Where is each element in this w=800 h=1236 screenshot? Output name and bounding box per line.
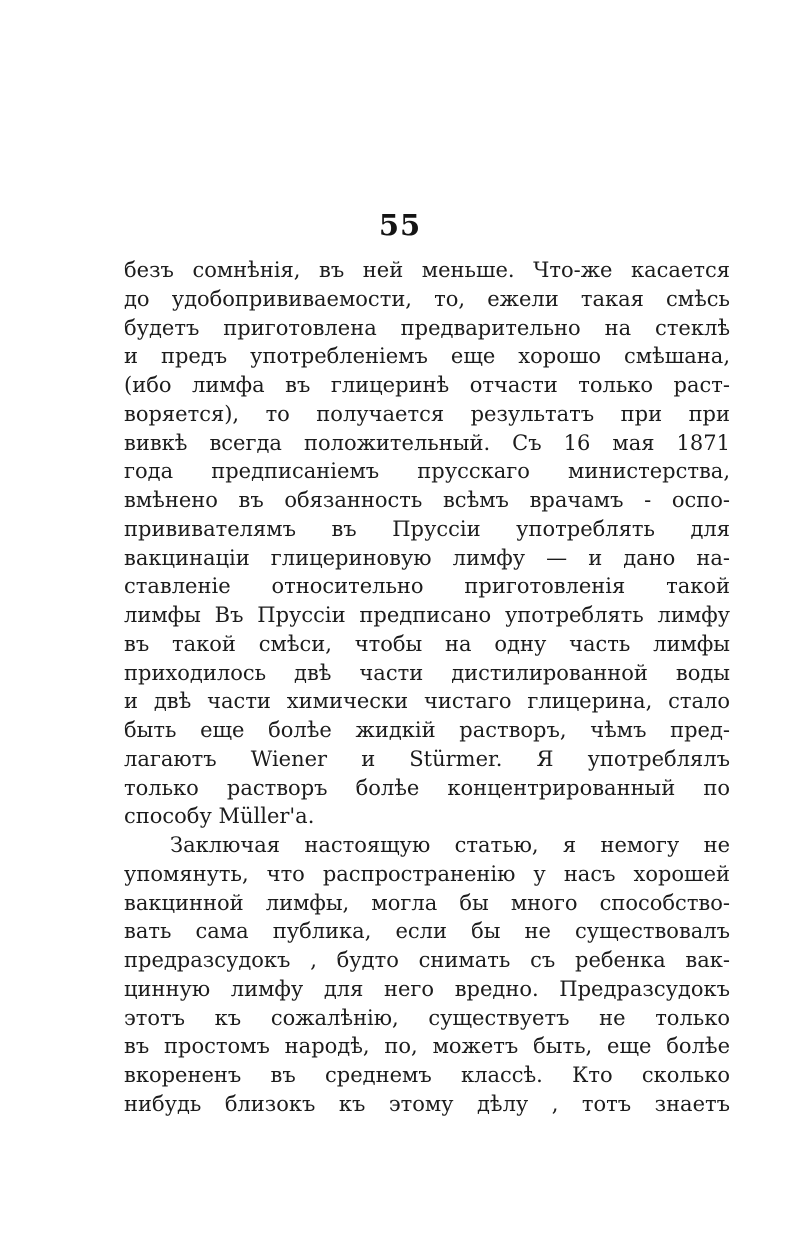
text-line: предразсудокъ , будто снимать съ ребенка вак- (124, 948, 730, 972)
text-line: ставленіе относительно приготовленія такой (124, 574, 730, 599)
text-line: лагаютъ Wiener и Stürmer. Я употреблялъ (124, 746, 730, 771)
text-line: вкорененъ въ среднемъ классѣ. Кто сколько (124, 1063, 730, 1087)
text-line: цинную лимфу для него вредно. Предразсудокъ (124, 976, 730, 1001)
text-line: (ибо лимфа въ глицеринѣ отчасти только раст- (124, 373, 730, 397)
body-text (124, 256, 730, 1119)
text-line: и предъ употребленіемъ еще хорошо смѣшана, (124, 344, 730, 369)
text-line: приходилось двѣ части дистилированной воды (124, 660, 730, 685)
text-line: нибудь близокъ къ этому дѣлу , тотъ знаетъ (124, 1091, 730, 1116)
text-line: и двѣ части химически чистаго глицерина, стало (124, 689, 730, 714)
text-line: вать сама публика, если бы не существовалъ (124, 919, 730, 944)
text-line: только растворъ болѣе концентрированный по (124, 775, 730, 800)
text-line: безъ сомнѣнія, въ ней меньше. Что-же касается (124, 258, 730, 282)
text-line: вивкѣ всегда положительный. Съ 16 мая 1871 (124, 430, 730, 455)
text-line: этотъ къ сожалѣнію, существуетъ не только (124, 1005, 730, 1030)
text-line: будетъ приготовлена предварительно на стеклѣ (124, 315, 730, 340)
text-line: въ такой смѣси, чтобы на одну часть лимфы (124, 631, 730, 656)
text-line: года предписаніемъ прусскаго министерства, (124, 459, 730, 484)
text-line: вакцинной лимфы, могла бы много способство- (124, 890, 730, 915)
text-line: вакцинаціи глицериновую лимфу — и дано на- (124, 545, 730, 570)
text-line: быть еще болѣе жидкій растворъ, чѣмъ пред- (124, 718, 730, 742)
text-line: воряется), то получается результатъ при при (124, 401, 730, 426)
text-line: упомянуть, что распространенію у насъ хорошей (124, 861, 730, 886)
text-line: Заключая настоящую статью, я немогу не (170, 833, 730, 857)
text-line: до удобопрививаемости, то, ежели такая смѣсь (124, 286, 730, 311)
text-line: способу Müller'a. (124, 804, 315, 829)
text-line: лимфы Въ Пруссіи предписано употреблять лимфу (124, 603, 730, 627)
page-number: 55 (378, 208, 422, 242)
text-line: въ простомъ народѣ, по, можетъ быть, еще болѣе (124, 1034, 730, 1059)
text-line: прививателямъ въ Пруссіи употреблять для (124, 516, 730, 541)
text-line: вмѣнено въ обязанность всѣмъ врачамъ - оспо- (124, 488, 730, 512)
